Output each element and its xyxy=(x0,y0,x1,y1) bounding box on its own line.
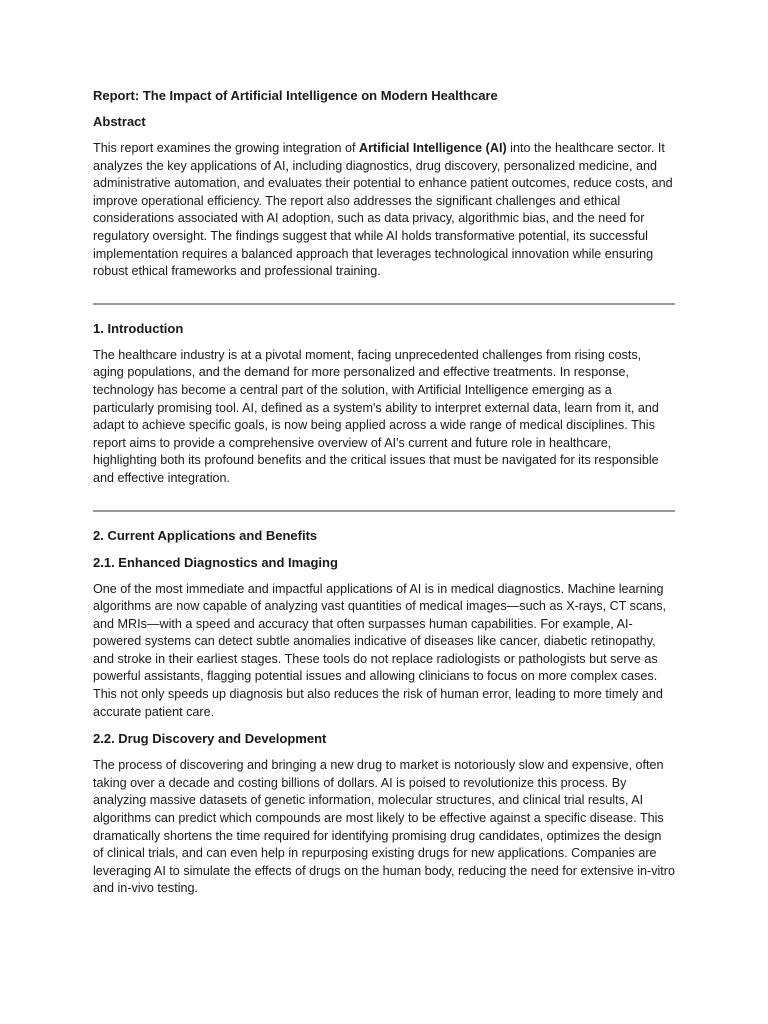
section-introduction-body: The healthcare industry is at a pivotal moment, facing unprecedented challenges from rising costs, aging populations, and the demand for more personalized and effective treatments. In response, technology has become a central part of the solution, with Artificial Intelligence emerging as a particularly promising tool. AI, defined as a system's ability to interpret external data, learn from it, and adapt to achieve specific goals, is now being applied across a wide range of medical disciplines. This report aims to provide a comprehensive overview of AI's current and future role in healthcare, highlighting both its profound benefits and the critical issues that must be navigated for its responsible and effective integration. xyxy=(93,347,659,485)
abstract-text-start: This report examines the growing integration of xyxy=(93,141,360,155)
abstract-paragraph xyxy=(93,140,675,281)
abstract-heading: Abstract xyxy=(93,114,146,129)
subsection-drug-discovery-body: The process of discovering and bringing a new drug to market is notoriously slow and expensive, often taking over a decade and costing billions of dollars. AI is poised to revolutionize this process. By analyzing massive datasets of genetic information, molecular structures, and clinical trial results, AI algorithms can predict which compounds are most likely to be effective against a specific disease. This dramatically shortens the time required for identifying promising drug candidates, optimizes the design of clinical trials, and can even help in repurposing existing drugs for new applications. Companies are leveraging AI to simulate the effects of drugs on the human body, reducing the need for extensive in-vitro and in-vivo testing. xyxy=(93,758,675,896)
section-divider xyxy=(93,510,675,512)
subsection-drug-discovery-heading: 2.2. Drug Discovery and Development xyxy=(93,731,327,747)
section-introduction-heading: 1. Introduction xyxy=(93,320,184,336)
report-title: Report: The Impact of Artificial Intelligence on Modern Healthcare xyxy=(93,88,498,103)
subsection-diagnostics-heading: 2.1. Enhanced Diagnostics and Imaging xyxy=(93,554,338,570)
subsection-diagnostics-body: One of the most immediate and impactful applications of AI is in medical diagnostics. Machine learning algorithms are now capable of analyzing vast quantities of medical images—such as X-rays, CT scans, and MRIs—with a speed and accuracy that often surpasses human capabilities. For example, AI-powered systems can detect subtle anomalies indicative of diseases like cancer, diabetic retinopathy, and stroke in their earliest stages. These tools do not replace radiologists or pathologists but serve as powerful assistants, flagging potential issues and allowing clinicians to focus on more complex cases. This not only speeds up diagnosis but also reduces the risk of human error, leading to more timely and accurate patient care. xyxy=(93,581,667,719)
abstract-bold-term: Artificial Intelligence (AI) xyxy=(359,141,507,155)
section-divider xyxy=(93,303,675,305)
section-applications-heading: 2. Current Applications and Benefits xyxy=(93,527,318,543)
abstract-text-end: into the healthcare sector. It analyzes the key applications of AI, including diagnostics, drug discovery, personalized medicine, and administrative automation, and evaluates their potential to enhance patient outcomes, reduce costs, and improve operational efficiency. The report also addresses the significant challenges and ethical considerations associated with AI adoption, such as data privacy, algorithmic bias, and the need for regulatory oversight. The findings suggest that while AI holds transformative potential, its successful implementation requires a balanced approach that leverages technological innovation while ensuring robust ethical frameworks and professional training. xyxy=(93,141,673,279)
